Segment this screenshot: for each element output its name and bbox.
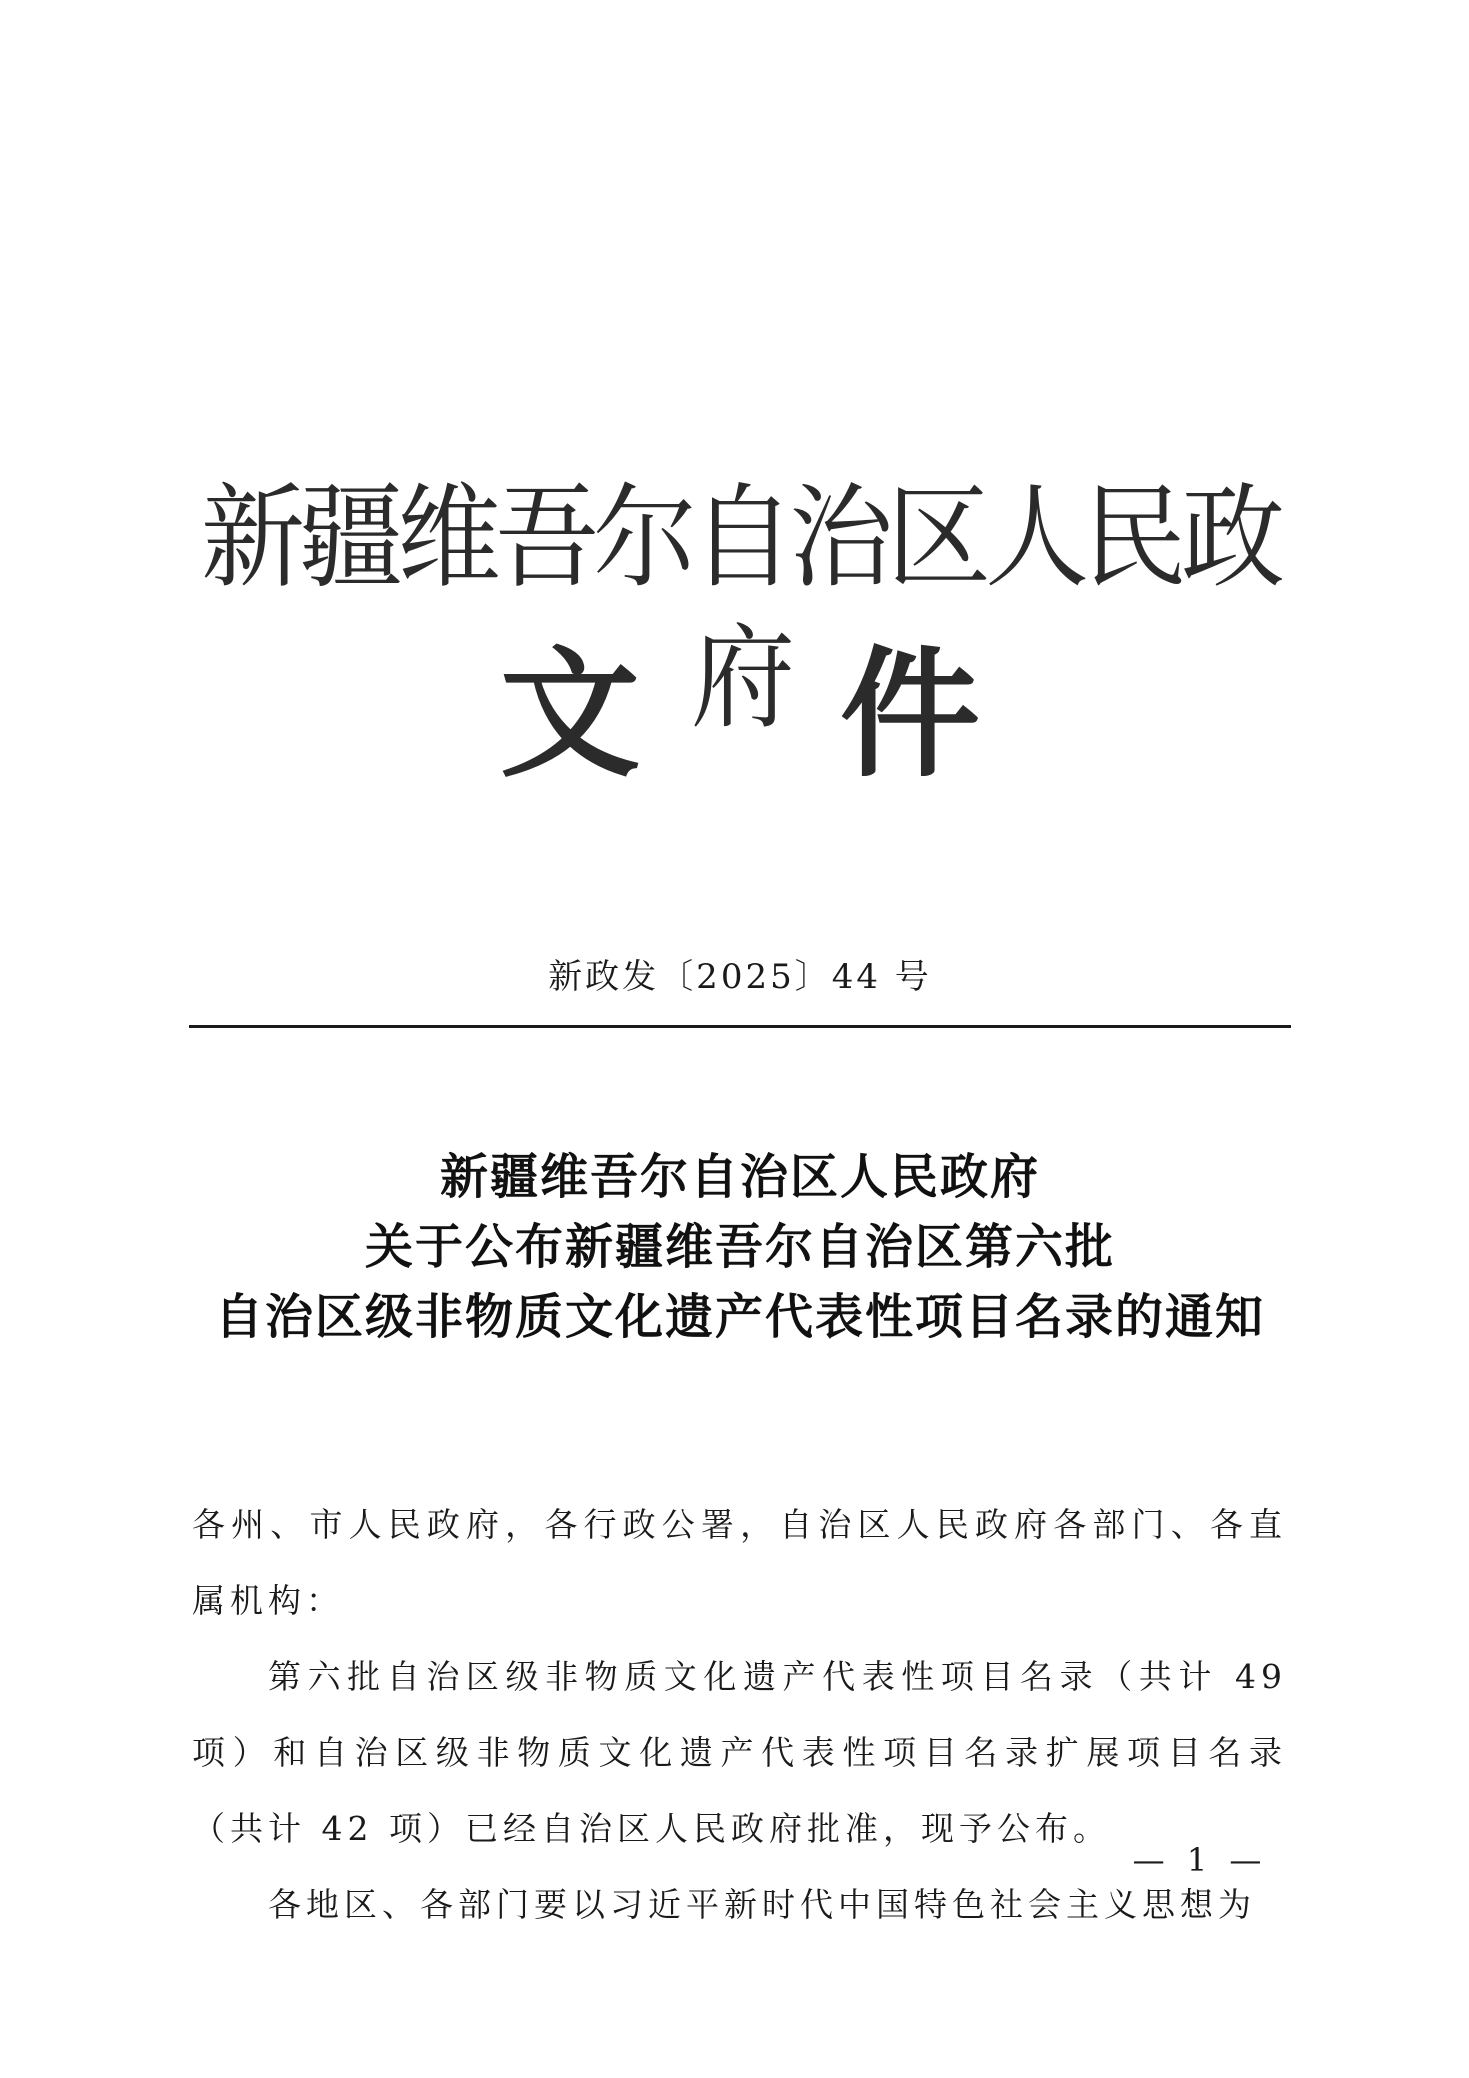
doc-type-char: 件: [839, 633, 980, 797]
document-title: [150, 1142, 1330, 1352]
title-line: 关于公布新疆维吾尔自治区第六批: [364, 1219, 1115, 1275]
page-number: — 1 —: [1132, 1841, 1268, 1879]
header-divider: [189, 1025, 1291, 1028]
body-paragraph: 各地区、各部门要以习近平新时代中国特色社会主义思想为: [268, 1885, 1256, 1924]
document-number: 新政发〔2025〕44 号: [548, 957, 932, 997]
title-line: 自治区级非物质文化遗产代表性项目名录的通知: [214, 1289, 1265, 1345]
title-line: 新疆维吾尔自治区人民政府: [439, 1149, 1040, 1205]
issuer-header: 新疆维吾尔自治区人民政府: [200, 471, 1279, 745]
body-paragraph: 第六批自治区级非物质文化遗产代表性项目名录（共计 49 项）和自治区级非物质文化遗产代表性项目名录扩展项目名录（共计 42 项）已经自治区人民政府批准，现予公布。: [192, 1657, 1287, 1848]
doc-type-char: 文: [500, 633, 641, 797]
salutation: 各州、市人民政府，各行政公署，自治区人民政府各部门、各直属机构：: [192, 1505, 1287, 1620]
document-type-label: [500, 635, 980, 795]
